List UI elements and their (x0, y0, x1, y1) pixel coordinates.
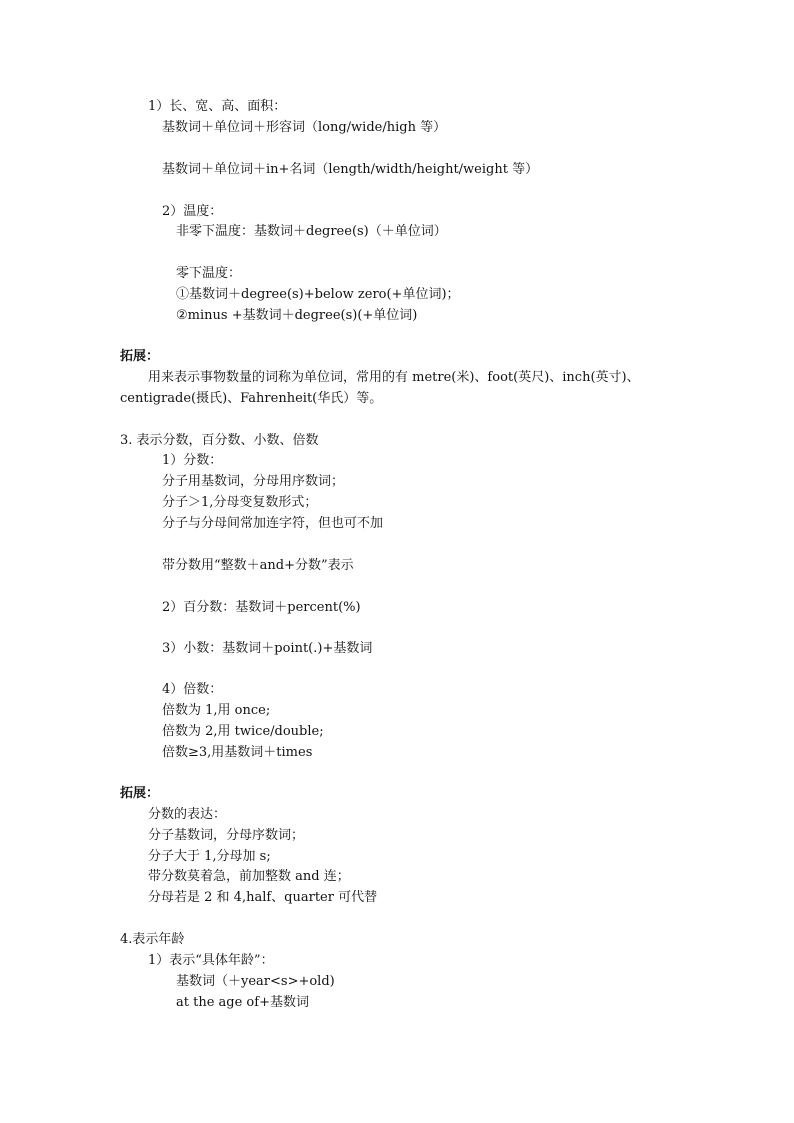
multiple-rule-1: 倍数为 1,用 once; (162, 703, 271, 718)
temperature-heading: 2）温度： (162, 204, 223, 219)
multiple-rule-3: 倍数≥3,用基数词＋times (162, 745, 313, 760)
percent-rule: 2）百分数：基数词＋percent(%) (162, 600, 361, 615)
measures-rule-adjective: 基数词＋单位词＋形容词（long/wide/high 等） (162, 120, 447, 135)
extension-fractions-line-4: 带分数莫着急，前加整数 and 连； (148, 869, 350, 884)
multiple-heading: 4）倍数： (162, 682, 223, 697)
fraction-heading: 1）分数： (162, 453, 223, 468)
extension-title-units: 拓展： (120, 349, 160, 364)
section-4-title: 4.表示年龄 (120, 932, 185, 947)
section-3-title: 3. 表示分数，百分数、小数、倍数 (120, 433, 319, 448)
extension-fractions-line-2: 分子基数词，分母序数词； (148, 828, 305, 843)
age-rule-1: 基数词（＋year<s>+old) (176, 974, 335, 989)
fraction-rule-2: 分子＞1,分母变复数形式； (162, 495, 318, 510)
measures-rule-noun: 基数词＋单位词＋in+名词（length/width/height/weight 等） (162, 162, 539, 177)
fraction-rule-3: 分子与分母间常加连字符，但也可不加 (162, 516, 384, 531)
multiple-rule-2: 倍数为 2,用 twice/double; (162, 724, 324, 739)
temperature-below-zero-rule-2: ②minus +基数词＋degree(s)(+单位词) (176, 308, 418, 323)
temperature-above-zero: 非零下温度：基数词＋degree(s)（＋单位词） (176, 224, 447, 239)
extension-units-line-1: 用来表示事物数量的词称为单位词，常用的有 metre(米)、foot(英尺)、inch(英寸)、 (148, 370, 640, 385)
decimal-rule: 3）小数：基数词＋point(.)+基数词 (162, 641, 373, 656)
age-heading: 1）表示“具体年龄”： (148, 953, 274, 968)
temperature-below-zero-rule-1: ①基数词＋degree(s)+below zero(+单位词)； (176, 287, 460, 302)
temperature-below-zero-title: 零下温度： (176, 266, 242, 281)
extension-fractions-line-3: 分子大于 1,分母加 s; (148, 849, 271, 864)
fraction-rule-1: 分子用基数词，分母用序数词； (162, 474, 345, 489)
extension-units-line-2: centigrade(摄氏)、Fahrenheit(华氏）等。 (120, 391, 383, 406)
extension-fractions-line-1: 分数的表达： (148, 807, 227, 822)
age-rule-2: at the age of+基数词 (176, 995, 309, 1010)
measures-heading: 1）长、宽、高、面积： (148, 99, 287, 114)
extension-fractions-line-5: 分母若是 2 和 4,half、quarter 可代替 (148, 890, 378, 905)
extension-title-fractions: 拓展： (120, 786, 160, 801)
mixed-fraction-rule: 带分数用“整数＋and+分数”表示 (162, 558, 354, 573)
